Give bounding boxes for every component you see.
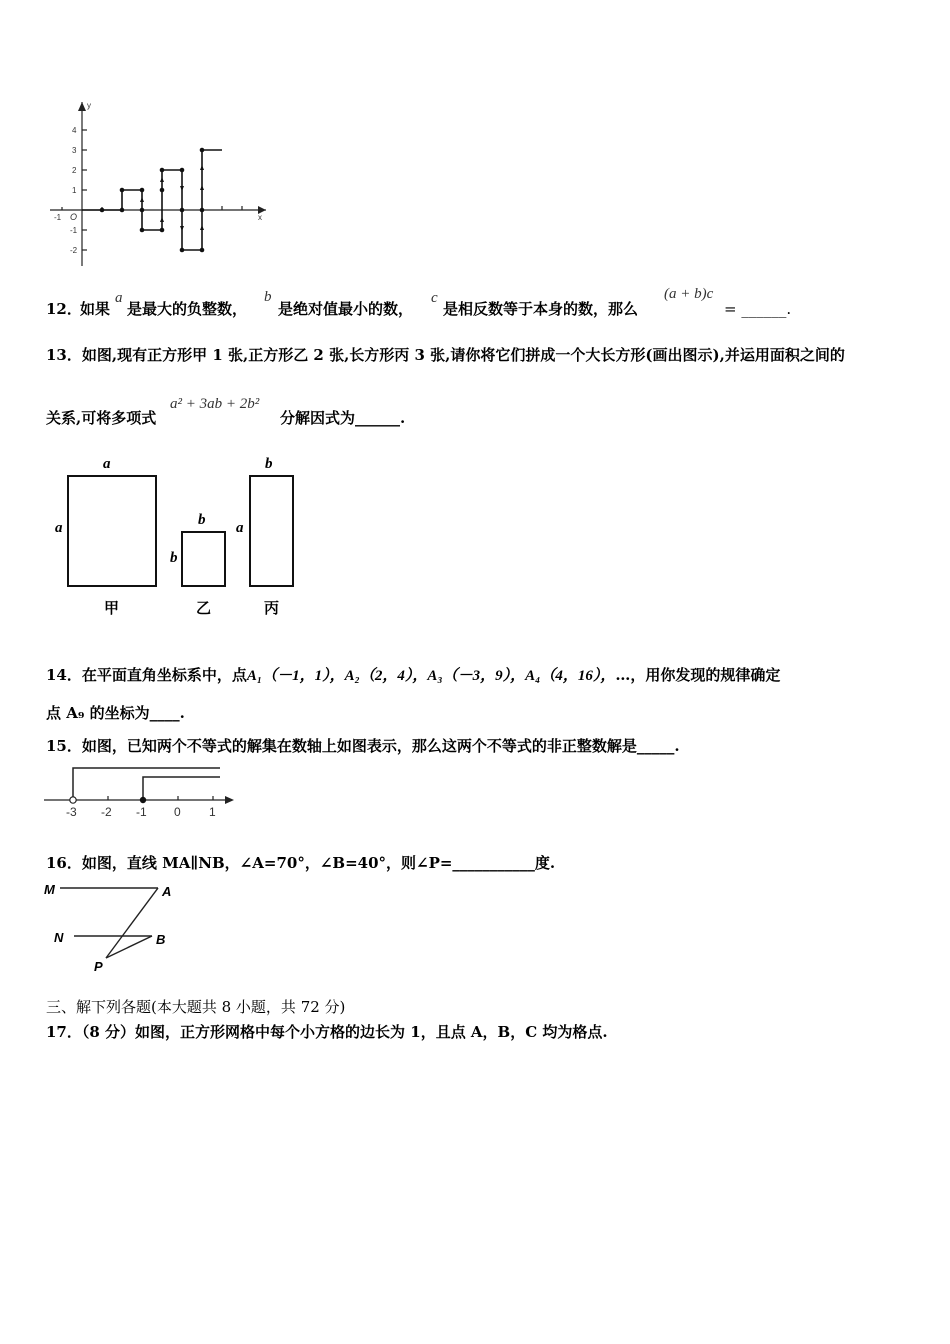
shape-yi-side-label: b (170, 550, 178, 566)
zigzag-path (82, 150, 222, 250)
q14-intro: 14．在平面直角坐标系中，点 (46, 666, 247, 684)
q16-text: 16．如图，直线 MA∥NB，∠A=70°，∠B=40°，则∠P=___________度. (46, 854, 556, 872)
tick-label: -3 (66, 805, 77, 819)
q13-line-2-pre: 关系,可将多项式 (46, 409, 157, 427)
shape-jia-side-label: a (55, 520, 63, 536)
q14-point-a2: A₂（2，4）， (344, 668, 428, 684)
x-axis-label: x (258, 213, 262, 222)
closed-circle (140, 797, 146, 803)
shape-bing-side-label: a (236, 520, 244, 536)
q12-text-3: 是绝对值最小的数， (278, 300, 414, 318)
shape-jia (67, 475, 157, 587)
shape-yi-name: 乙 (196, 599, 212, 617)
origin-label: O (70, 212, 78, 222)
q12-var-a: a (115, 290, 123, 306)
q12-text-4: 是相反数等于本身的数，那么 (443, 300, 639, 318)
y-axis-label: y (87, 101, 91, 110)
shape-jia-name: 甲 (104, 599, 120, 617)
q14-point-a3: A₃（－3，9）， (427, 668, 526, 684)
tick-label: 1 (209, 805, 216, 819)
q12-text-2: 是最大的负整数， (127, 300, 248, 318)
segment-PB (106, 936, 152, 958)
q17-text: 17．（8 分）如图，正方形网格中每个小方格的边长为 1，且点 A，B，C 均为格点. (46, 1023, 608, 1041)
q12-answer-blank: = ______. (724, 300, 792, 318)
label-M: M (44, 882, 55, 897)
shape-yi-top-label: b (198, 512, 206, 528)
section-3-heading: 三、解下列各题(本大题共 8 小题，共 72 分) (46, 998, 346, 1016)
q12-var-c: c (431, 290, 438, 306)
label-P: P (94, 959, 103, 974)
q11-coordinate-figure (44, 96, 274, 271)
y-tick: -2 (70, 246, 78, 255)
tick-label: 0 (174, 805, 181, 819)
label-B: B (156, 932, 166, 947)
q14-line-1-tail: …，用你发现的规律确定 (615, 666, 781, 684)
shape-yi (181, 531, 226, 587)
y-tick: 4 (72, 126, 77, 135)
q14-point-a4: A₄（4，16）， (525, 668, 616, 684)
y-tick: 1 (72, 186, 77, 195)
open-circle (70, 797, 76, 803)
y-tick: 3 (72, 146, 77, 155)
q13-polynomial: a² + 3ab + 2b² (170, 396, 260, 412)
segment-AP (106, 888, 158, 958)
q12-var-b: b (264, 289, 272, 305)
y-tick: -1 (70, 226, 78, 235)
q12-expression: (a + b)c (664, 286, 714, 302)
shape-jia-top-label: a (103, 456, 111, 472)
shape-bing (249, 475, 294, 587)
tick-label: -1 (136, 805, 147, 819)
q13-line-2-post: 分解因式为______. (280, 409, 406, 427)
shape-bing-name: 丙 (264, 599, 280, 617)
q14-point-a1: A₁（－1，1）， (246, 668, 345, 684)
q15-number-line (44, 762, 239, 822)
tick-label: -2 (101, 805, 112, 819)
q14-line-1 (46, 665, 780, 686)
set-line-right (143, 777, 220, 797)
q15-text: 15．如图，已知两个不等式的解集在数轴上如图表示，那么这两个不等式的非正整数解是_____. (46, 737, 680, 755)
q14-line-2: 点 A₉ 的坐标为____. (46, 704, 185, 722)
q13-line-1: 13．如图,现有正方形甲 1 张,正方形乙 2 张,长方形丙 3 张,请你将它们拼成一个大长方形(画出图示),并运用面积之间的 (46, 346, 845, 364)
label-N: N (54, 930, 64, 945)
y-tick: 2 (72, 166, 77, 175)
q12-number: 12． (46, 300, 82, 318)
set-line-left (73, 768, 220, 797)
q12-text-1: 如果 (80, 300, 111, 318)
q16-parallel-lines-figure (40, 878, 180, 974)
x-neg-tick: -1 (54, 213, 62, 222)
label-A: A (162, 884, 172, 899)
shape-bing-top-label: b (265, 456, 273, 472)
